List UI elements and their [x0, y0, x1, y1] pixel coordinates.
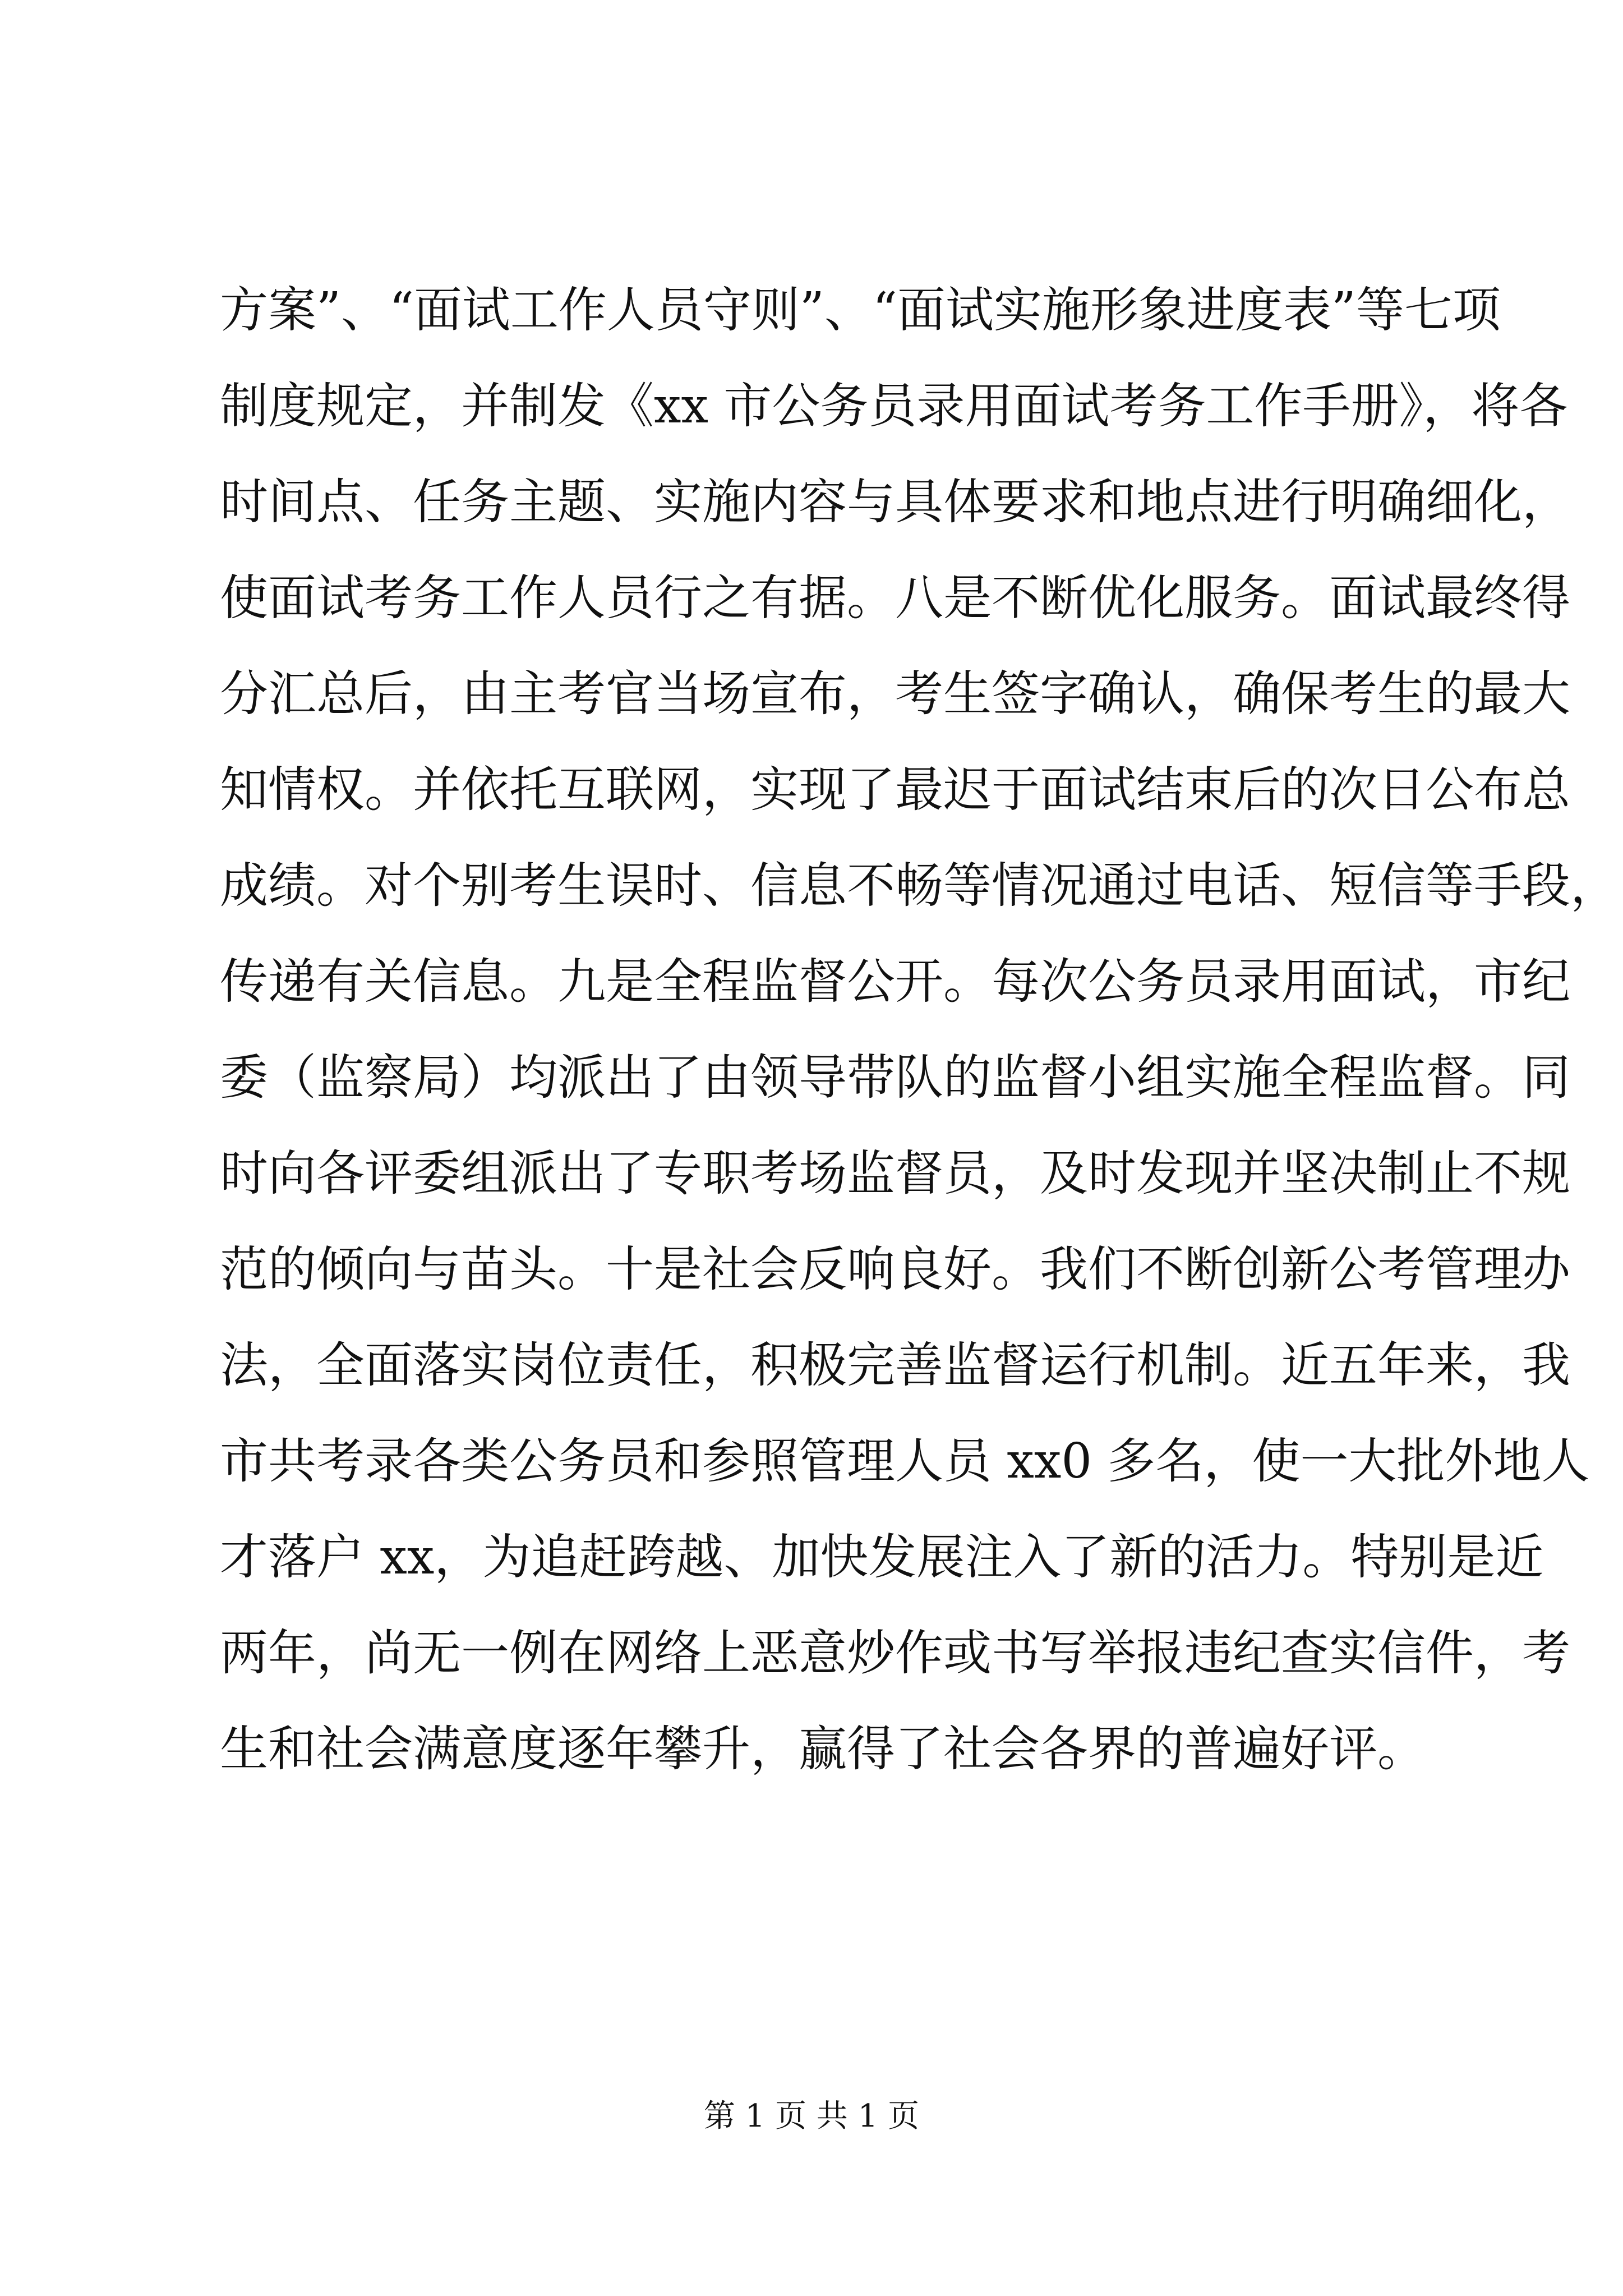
- text-line: 才落户 xx，为追赶跨越、加快发展注入了新的活力。特别是近: [220, 1529, 1544, 1585]
- text-line: 市共考录各类公务员和参照管理人员 xx0 多名，使一大批外地人: [220, 1433, 1590, 1489]
- text-line: 时间点、任务主题、实施内容与具体要求和地点进行明确细化，: [220, 474, 1570, 530]
- text-line: 知情权。并依托互联网，实现了最迟于面试结束后的次日公布总: [220, 762, 1570, 818]
- text-line: 范的倾向与苗头。十是社会反响良好。我们不断创新公考管理办: [220, 1241, 1570, 1297]
- text-line: 时向各评委组派出了专职考场监督员，及时发现并坚决制止不规: [220, 1145, 1570, 1202]
- text-line: 使面试考务工作人员行之有据。八是不断优化服务。面试最终得: [220, 570, 1570, 626]
- body-paragraph: [220, 263, 1619, 1797]
- text-line: 传递有关信息。九是全程监督公开。每次公务员录用面试，市纪: [220, 954, 1570, 1010]
- text-line: 生和社会满意度逐年攀升，赢得了社会各界的普遍好评。: [220, 1721, 1426, 1777]
- text-line: 制度规定，并制发《xx 市公务员录用面试考务工作手册》，将各: [220, 378, 1568, 434]
- page-footer: 第 1 页 共 1 页: [703, 2098, 920, 2134]
- text-line: 两年，尚无一例在网络上恶意炒作或书写举报违纪查实信件，考: [220, 1625, 1570, 1681]
- text-line: 分汇总后，由主考官当场宣布，考生签字确认，确保考生的最大: [220, 666, 1570, 722]
- text-line: 成绩。对个别考生误时、信息不畅等情况通过电话、短信等手段，: [220, 858, 1619, 914]
- text-line: 委（监察局）均派出了由领导带队的监督小组实施全程监督。同: [220, 1050, 1570, 1106]
- text-line: 方案”、“面试工作人员守则”、“面试实施形象进度表”等七项: [220, 282, 1501, 338]
- text-line: 法，全面落实岗位责任，积极完善监督运行机制。近五年来，我: [220, 1337, 1570, 1393]
